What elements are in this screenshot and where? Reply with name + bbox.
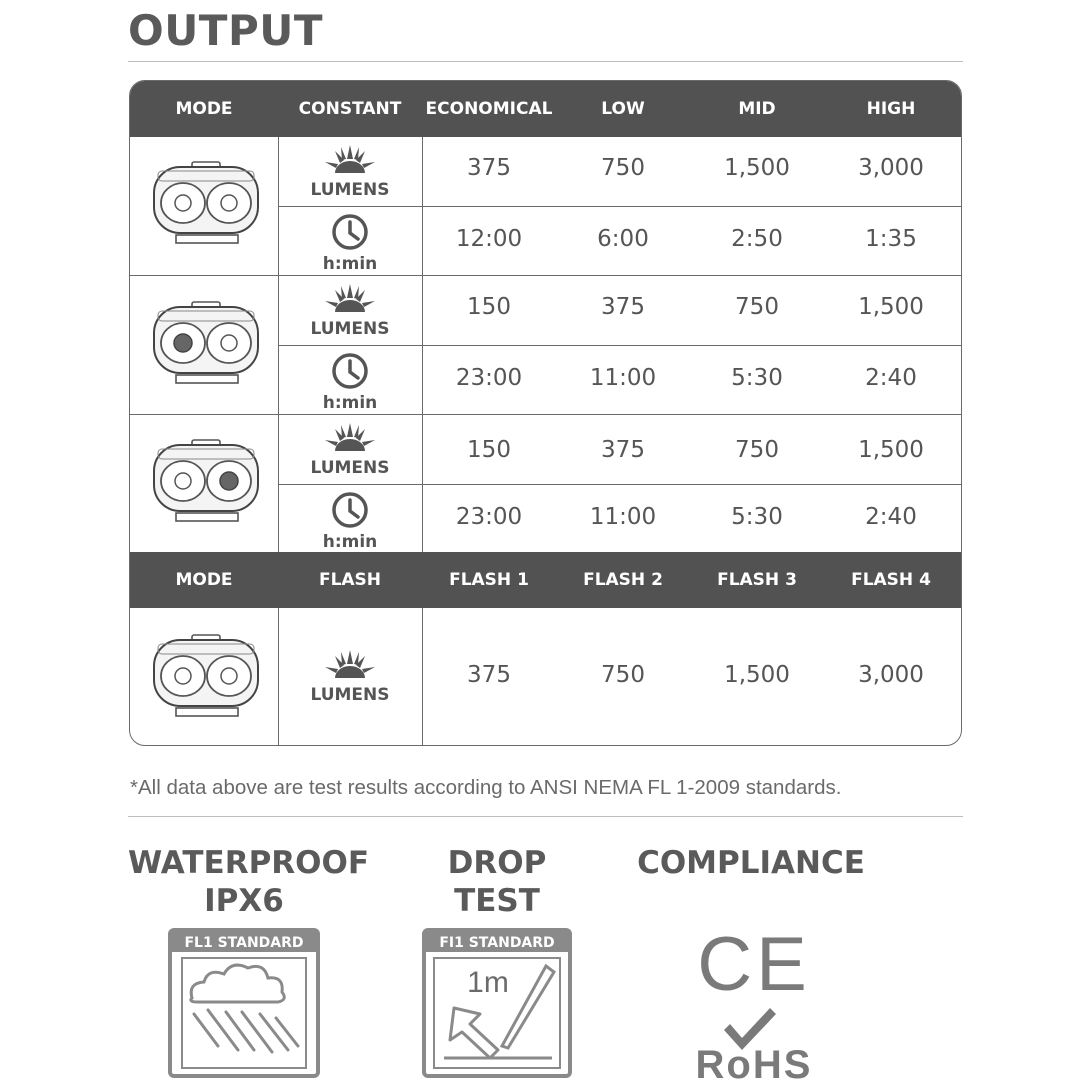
runtime-value: 23:00 bbox=[455, 504, 523, 530]
lumens-value: 150 bbox=[467, 437, 511, 463]
row-divider bbox=[278, 484, 962, 485]
lumens-value: 3,000 bbox=[858, 155, 924, 181]
dual-headlamp-icon bbox=[148, 437, 264, 529]
dual-headlamp-icon bbox=[148, 159, 264, 251]
sun-burst-icon bbox=[305, 280, 395, 342]
runtime-value: 2:50 bbox=[731, 226, 783, 252]
runtime-value: 2:40 bbox=[865, 504, 917, 530]
lumens-label: LUMENS bbox=[310, 319, 390, 339]
waterproof-title bbox=[128, 844, 370, 920]
row-divider bbox=[130, 414, 962, 415]
header-cell: FLASH 1 bbox=[449, 570, 529, 590]
waterproof-badge-text: FL1 STANDARD bbox=[184, 935, 304, 951]
page-title: OUTPUT bbox=[128, 6, 323, 55]
clock-icon bbox=[305, 210, 395, 272]
lumens-label: LUMENS bbox=[310, 685, 390, 705]
clock-icon bbox=[305, 488, 395, 550]
lumens-value: 750 bbox=[735, 437, 779, 463]
lumens-label: LUMENS bbox=[310, 180, 390, 200]
flash-lumens-value: 750 bbox=[601, 662, 645, 688]
sun-burst-icon bbox=[305, 419, 395, 481]
table-header-flash bbox=[130, 552, 961, 608]
runtime-value: 1:35 bbox=[865, 226, 917, 252]
lumens-value: 1,500 bbox=[858, 294, 924, 320]
header-cell: MODE bbox=[175, 570, 233, 590]
drop-test-title: DROP TEST bbox=[447, 845, 547, 919]
dual-headlamp-icon bbox=[148, 299, 264, 391]
sun-burst-icon bbox=[305, 141, 395, 203]
runtime-value: 6:00 bbox=[597, 226, 649, 252]
drop-badge-text: FI1 STANDARD bbox=[439, 935, 555, 951]
row-divider bbox=[278, 345, 962, 346]
runtime-label: h:min bbox=[322, 532, 378, 550]
header-cell: CONSTANT bbox=[298, 99, 402, 119]
lumens-value: 1,500 bbox=[724, 155, 790, 181]
runtime-value: 5:30 bbox=[731, 504, 783, 530]
runtime-value: 11:00 bbox=[589, 365, 657, 391]
header-cell: ECONOMICAL bbox=[425, 99, 553, 119]
waterproof-title-text: WATERPROOF bbox=[128, 845, 370, 881]
waterproof-badge bbox=[168, 928, 320, 1078]
header-cell: HIGH bbox=[866, 99, 916, 119]
compliance-title: COMPLIANCE bbox=[637, 845, 865, 881]
header-cell: FLASH 3 bbox=[717, 570, 797, 590]
runtime-value: 2:40 bbox=[865, 365, 917, 391]
runtime-value: 5:30 bbox=[731, 365, 783, 391]
lumens-label: LUMENS bbox=[310, 458, 390, 478]
sun-burst-icon bbox=[305, 646, 395, 708]
lumens-value: 750 bbox=[735, 294, 779, 320]
footnote: *All data above are test results according to ANSI NEMA FL 1-2009 standards. bbox=[130, 776, 842, 799]
output-table bbox=[129, 80, 962, 746]
drop-height: 1m bbox=[467, 966, 509, 999]
lumens-value: 375 bbox=[601, 294, 645, 320]
header-cell: MID bbox=[738, 99, 776, 119]
header-cell: MODE bbox=[175, 99, 233, 119]
flash-lumens-value: 375 bbox=[467, 662, 511, 688]
lumens-value: 150 bbox=[467, 294, 511, 320]
runtime-label: h:min bbox=[322, 254, 378, 272]
row-divider bbox=[278, 206, 962, 207]
runtime-value: 11:00 bbox=[589, 504, 657, 530]
ce-mark: CE bbox=[697, 928, 811, 1007]
header-cell: LOW bbox=[601, 99, 645, 119]
column-divider bbox=[278, 608, 279, 746]
header-cell: FLASH 2 bbox=[583, 570, 663, 590]
row-divider bbox=[130, 275, 962, 276]
title-divider bbox=[128, 61, 963, 62]
flash-lumens-value: 1,500 bbox=[724, 662, 790, 688]
footnote-divider bbox=[128, 816, 963, 817]
lumens-value: 1,500 bbox=[858, 437, 924, 463]
drop-test-badge bbox=[422, 928, 572, 1078]
waterproof-rating: IPX6 bbox=[204, 883, 284, 919]
rohs-mark: RoHS bbox=[695, 1043, 813, 1084]
runtime-value: 12:00 bbox=[455, 226, 523, 252]
table-header-constant bbox=[130, 81, 961, 137]
dual-headlamp-icon bbox=[148, 632, 264, 724]
clock-icon bbox=[305, 349, 395, 411]
runtime-value: 23:00 bbox=[455, 365, 523, 391]
header-cell: FLASH 4 bbox=[851, 570, 931, 590]
header-cell: FLASH bbox=[318, 570, 382, 590]
lumens-value: 750 bbox=[601, 155, 645, 181]
compliance-marks bbox=[680, 928, 830, 1084]
runtime-label: h:min bbox=[322, 393, 378, 411]
lumens-value: 375 bbox=[467, 155, 511, 181]
flash-lumens-value: 3,000 bbox=[858, 662, 924, 688]
lumens-value: 375 bbox=[601, 437, 645, 463]
